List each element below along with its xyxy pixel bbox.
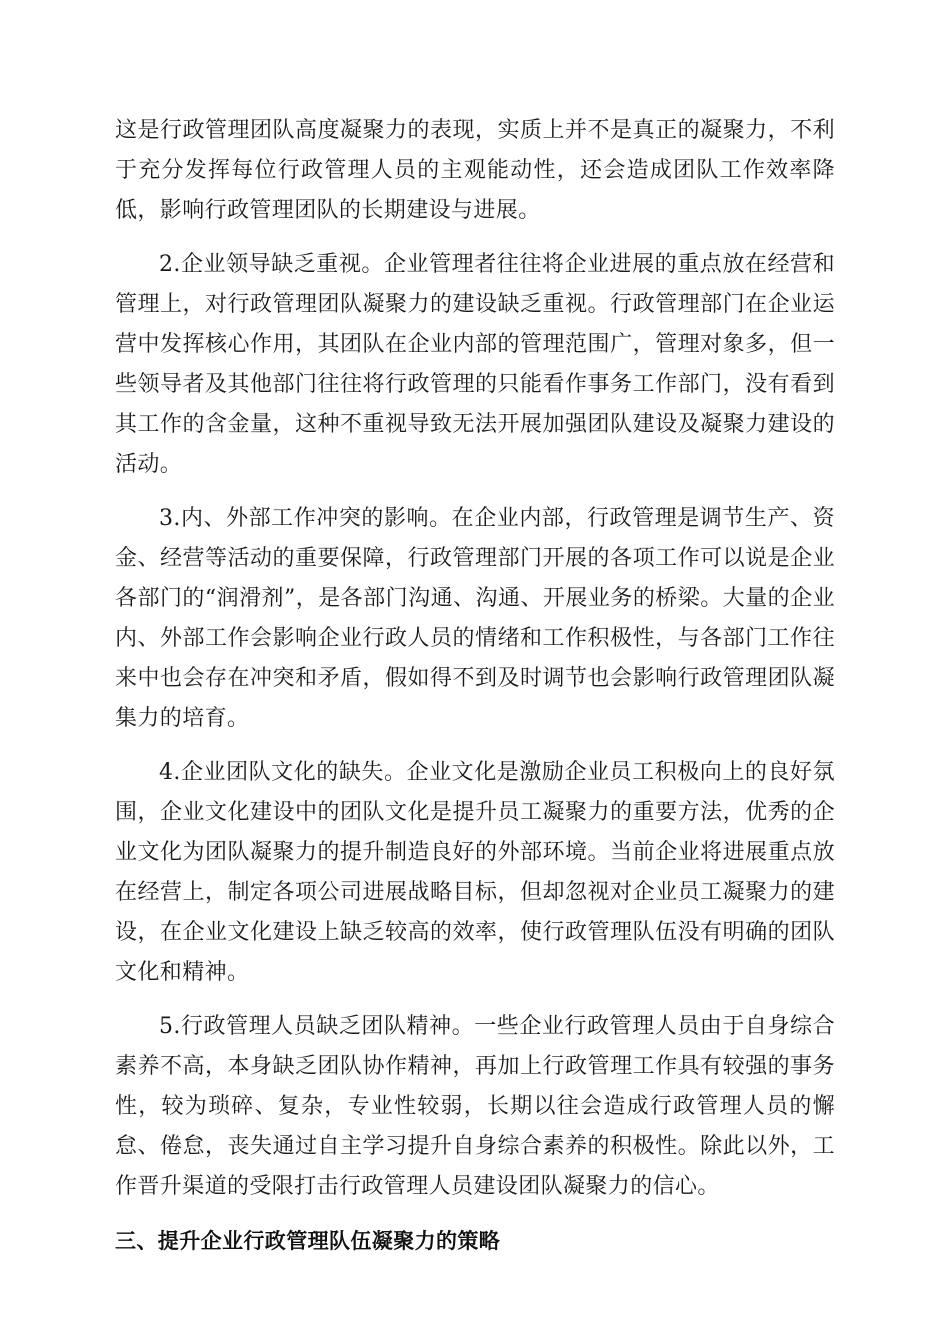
paragraph-item-2: 2.企业领导缺乏重视。企业管理者往往将企业进展的重点放在经营和管理上，对行政管理团队凝聚力的建设缺乏重视。行政管理部门在企业运营中发挥核心作用，其团队在企业内部的管理范围广，管理对象多，但一些领导者及其他部门往往将行政管理的只能看作事务工作部门，没有看到其工作的含金量，这种不重视导致无法开展加强团队建设及凝聚力建设的活动。 xyxy=(115,252,835,477)
paragraph-item-3: 3.内、外部工作冲突的影响。在企业内部，行政管理是调节生产、资金、经营等活动的重要保障，行政管理部门开展的各项工作可以说是企业各部门的“润滑剂”，是各部门沟通、沟通、开展业务的桥梁。大量的企业内、外部工作会影响企业行政人员的情绪和工作积极性，与各部门工作往来中也会存在冲突和矛盾，假如得不到及时调节也会影响行政管理团队凝集力的培育。 xyxy=(115,506,835,731)
paragraph-item-5: 5.行政管理人员缺乏团队精神。一些企业行政管理人员由于自身综合素养不高，本身缺乏团队协作精神，再加上行政管理工作具有较强的事务性，较为琐碎、复杂，专业性较弱，长期以往会造成行政管理人员的懈怠、倦怠，丧失通过自主学习提升自身综合素养的积极性。除此以外，工作晋升渠道的受限打击行政管理人员建设团队凝聚力的信心。 xyxy=(115,1014,835,1199)
paragraph-item-4: 4.企业团队文化的缺失。企业文化是激励企业员工积极向上的良好氛围，企业文化建设中的团队文化是提升员工凝聚力的重要方法，优秀的企业文化为团队凝聚力的提升制造良好的外部环境。当前企业将进展重点放在经营上，制定各项公司进展战略目标，但却忽视对企业员工凝聚力的建设，在企业文化建设上缺乏较高的效率，使行政管理队伍没有明确的团队文化和精神。 xyxy=(115,760,835,985)
section-heading: 三、提升企业行政管理队伍凝聚力的策略 xyxy=(115,1229,501,1253)
paragraph-continuation: 这是行政管理团队高度凝聚力的表现，实质上并不是真正的凝聚力，不利于充分发挥每位行政管理人员的主观能动性，还会造成团队工作效率降低，影响行政管理团队的长期建设与进展。 xyxy=(115,118,835,223)
document-body xyxy=(115,111,835,1261)
